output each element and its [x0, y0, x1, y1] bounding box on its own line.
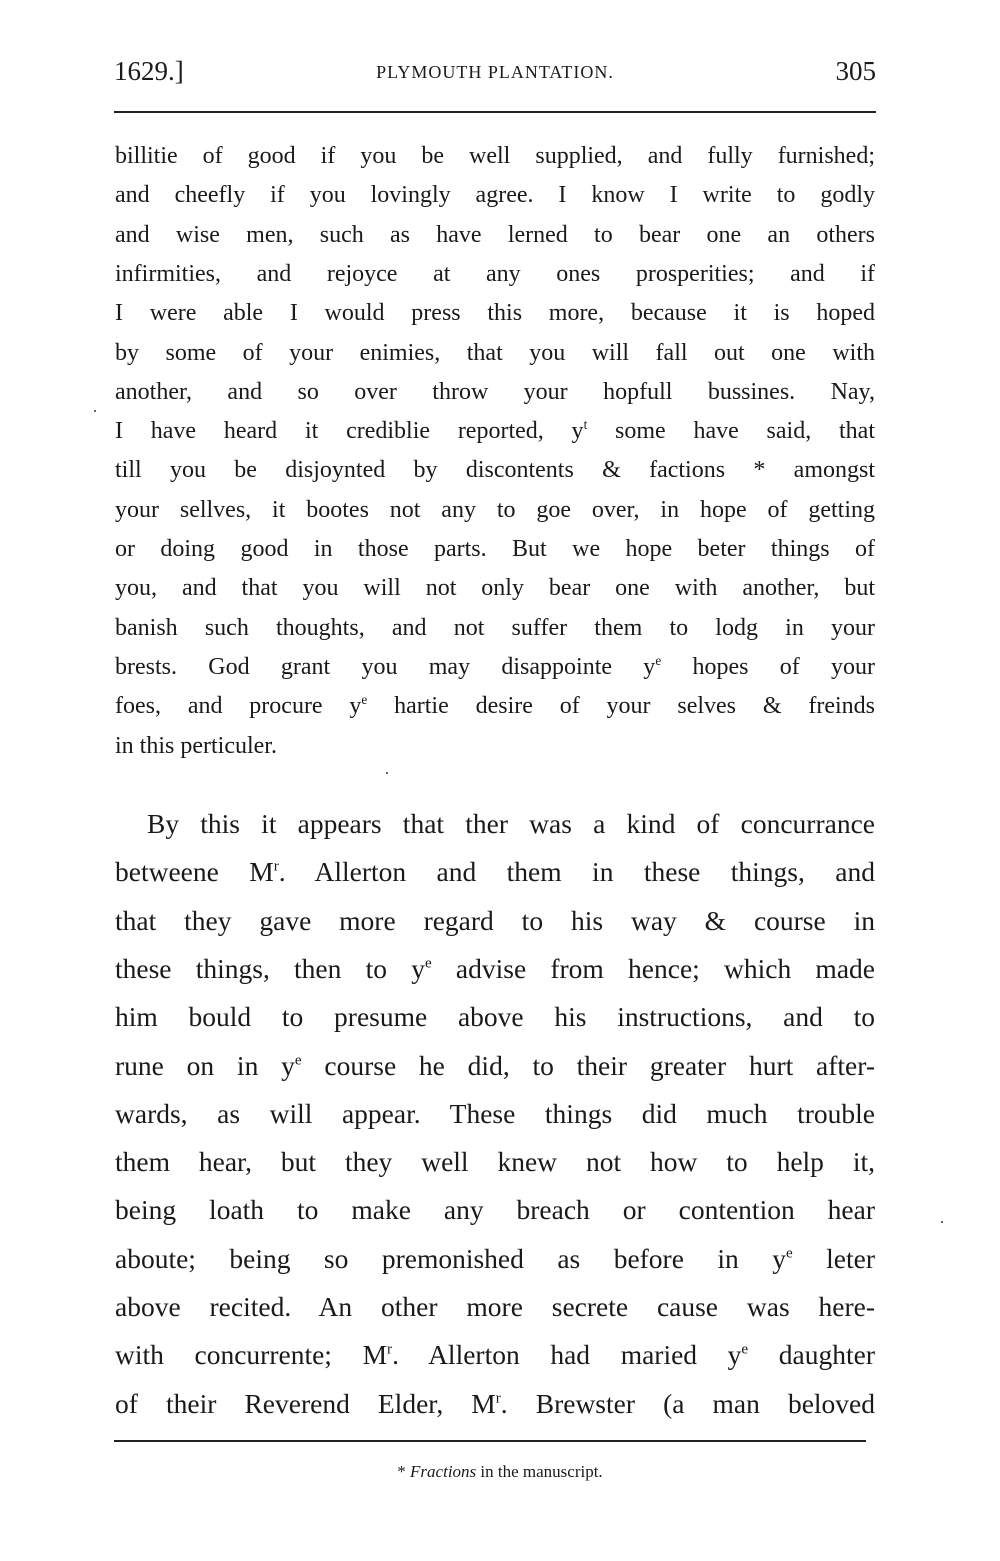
quote-line: I were able I would press this more, because it is hoped: [115, 300, 875, 327]
quote-line: you, and that you will not only bear one with another, but: [115, 575, 875, 602]
narrative-line: him bould to presume above his instructions, and to: [115, 1001, 875, 1033]
footnote-italic-term: Fractions: [410, 1462, 477, 1481]
footnote-text: in the manuscript.: [476, 1462, 603, 1481]
superscript-abbrev: t: [583, 416, 588, 432]
superscript-abbrev: e: [785, 1245, 793, 1262]
narrative-line: aboute; being so premonished as before in $y^e$ leter: [115, 1242, 875, 1274]
superscript-abbrev: e: [294, 1051, 302, 1068]
quote-line: another, and so over throw your hopfull bussines. Nay,: [115, 378, 875, 405]
footnote: [0, 1462, 1000, 1482]
narrative-line: betweene $M^r$. Allerton and them in these things, and: [115, 856, 875, 888]
quote-line: till you be disjoynted by discontents & factions * amongst: [115, 457, 875, 484]
footnote-rule: [114, 1440, 866, 1442]
running-header: [114, 56, 876, 96]
superscript-abbrev: r: [273, 858, 279, 875]
narrative-line: that they gave more regard to his way & course in: [115, 904, 875, 936]
narrative-line: these things, then to $y^e$ advise from hence; which made: [115, 952, 875, 984]
quote-line: foes, and procure $y^e$ hartie desire of your selves & freinds: [115, 691, 875, 720]
page-number: 305: [835, 56, 876, 86]
narrative-line: being loath to make any breach or contention hear: [115, 1194, 875, 1226]
print-speck: [94, 410, 96, 412]
quote-line: banish such thoughts, and not suffer them to lodg in your: [115, 614, 875, 641]
quote-line: in this perticuler.: [115, 732, 277, 759]
superscript-abbrev: e: [424, 955, 432, 972]
superscript-abbrev: r: [387, 1341, 393, 1358]
narrative-line: rune on in $y^e$ course he did, to their greater hurt after-: [115, 1049, 876, 1081]
narrative-line: with concurrente; $M^r$. Allerton had maried $y^e$ daughter: [115, 1339, 875, 1371]
header-year: 1629.]: [114, 56, 184, 86]
print-speck: [386, 772, 388, 774]
quote-line: and cheefly if you lovingly agree. I know I write to godly: [115, 182, 875, 209]
quote-line: by some of your enimies, that you will fall out one with: [115, 339, 875, 366]
narrative-line: of their Reverend Elder, $M^r$. Brewster (a man beloved: [115, 1387, 875, 1419]
superscript-abbrev: e: [741, 1341, 749, 1358]
superscript-abbrev: e: [655, 652, 662, 668]
quote-line: your sellves, it bootes not any to goe over, in hope of getting: [115, 496, 875, 523]
quote-line: brests. God grant you may disappointe $y^e$ hopes of your: [115, 652, 875, 680]
superscript-abbrev: e: [361, 691, 368, 707]
narrative-line: wards, as will appear. These things did much trouble: [115, 1097, 875, 1129]
narrative-line: above recited. An other more secrete cause was here-: [115, 1291, 875, 1322]
quote-line: infirmities, and rejoyce at any ones prosperities; and if: [115, 260, 875, 287]
quote-line: or doing good in those parts. But we hope beter things of: [115, 536, 875, 562]
quote-line: I have heard it crediblie reported, $y^t$ some have said, that: [115, 416, 875, 445]
quote-line: billitie of good if you be well supplied, and fully furnished;: [115, 143, 875, 169]
narrative-line: By this it appears that ther was a kind of concurrance: [147, 808, 875, 839]
superscript-abbrev: r: [495, 1390, 501, 1407]
footnote-marker: *: [397, 1462, 406, 1481]
narrative-line: them hear, but they well knew not how to help it,: [115, 1146, 875, 1178]
quote-line: and wise men, such as have lerned to bear one an others: [115, 221, 875, 248]
print-speck: [941, 1221, 943, 1223]
header-rule: [114, 111, 876, 113]
header-title: PLYMOUTH PLANTATION.: [376, 62, 614, 82]
